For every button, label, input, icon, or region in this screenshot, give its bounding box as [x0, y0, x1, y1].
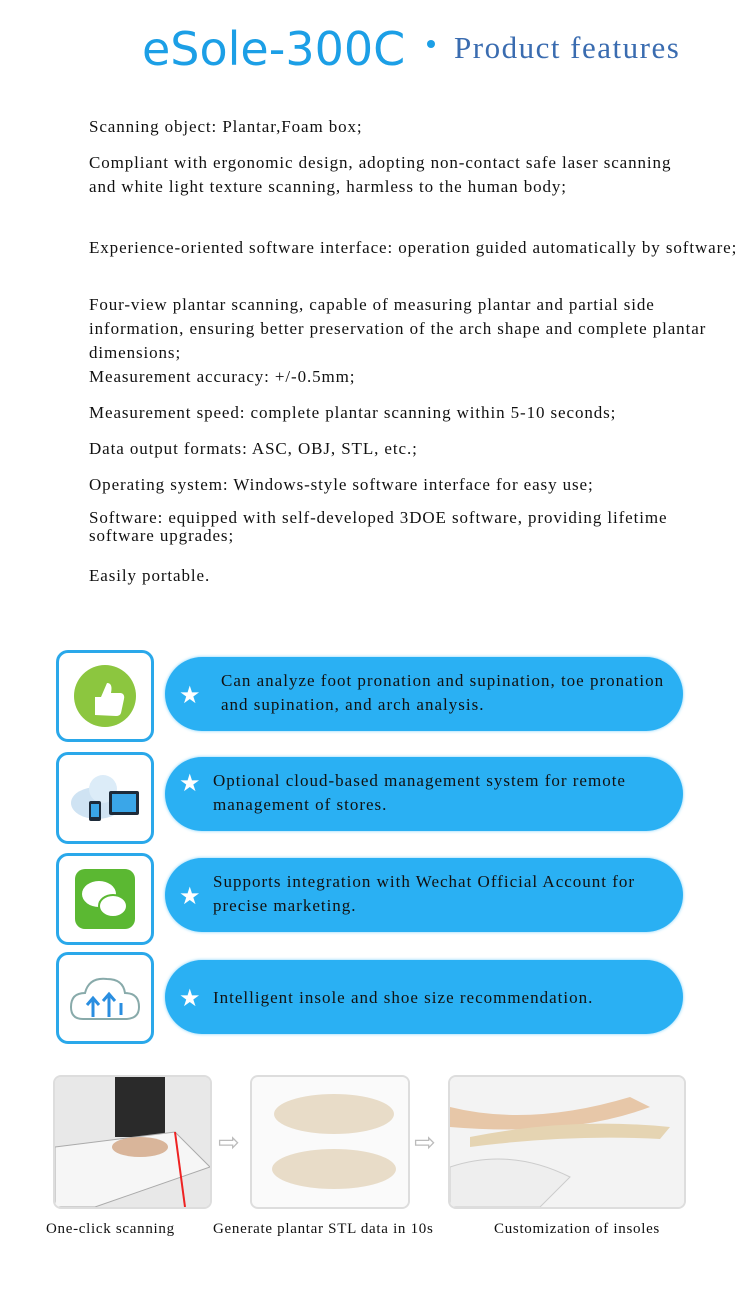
bullet-dot	[427, 40, 435, 48]
spec-item: Scanning object: Plantar,Foam box;	[89, 117, 363, 136]
spec-item: Compliant with ergonomic design, adopting non-contact safe laser scanning and white light texture scanning, harmless to the human body;	[89, 153, 672, 196]
scanner-photo	[53, 1075, 212, 1209]
star-icon: ★	[179, 882, 201, 910]
spec-item: Experience-oriented software interface: operation guided automatically by software;	[89, 238, 738, 257]
feature-pill	[165, 657, 683, 731]
star-icon: ★	[179, 984, 201, 1012]
spec-item: Measurement speed: complete plantar scanning within 5-10 seconds;	[89, 403, 617, 422]
feature-pill	[165, 858, 683, 932]
brand-title: eSole-300C	[142, 22, 406, 76]
star-icon: ★	[179, 769, 201, 797]
feature-text: Can analyze foot pronation and supination, toe pronation and supination, and arch analysis.	[221, 671, 665, 714]
feature-text: Intelligent insole and shoe size recommendation.	[213, 988, 594, 1007]
feature-text: Optional cloud-based management system for remote management of stores.	[213, 771, 626, 814]
spec-item: Software: equipped with self-developed 3DOE software, providing lifetime software upgrades;	[89, 508, 668, 545]
spec-item: Measurement accuracy: +/-0.5mm;	[89, 367, 356, 386]
insole-photo	[448, 1075, 686, 1209]
star-icon: ★	[179, 681, 201, 709]
step-caption: One-click scanning	[46, 1221, 175, 1237]
thumbs-up-icon	[56, 650, 154, 742]
cloud-upload-icon	[56, 952, 154, 1044]
cloud-devices-icon	[56, 752, 154, 844]
spec-item: Easily portable.	[89, 566, 211, 585]
step-caption: Customization of insoles	[494, 1221, 660, 1237]
arrow-right-icon: ⇨	[218, 1128, 240, 1158]
spec-item: Four-view plantar scanning, capable of measuring plantar and partial side information, ensuring better preservation of the arch shape and complete plantar dimensions;	[89, 295, 707, 362]
feature-text: Supports integration with Wechat Official Account for precise marketing.	[213, 872, 636, 915]
feature-pill	[165, 960, 683, 1034]
arrow-right-icon: ⇨	[414, 1128, 436, 1158]
section-title: Product features	[454, 30, 681, 65]
step-caption: Generate plantar STL data in 10s	[213, 1221, 434, 1237]
spec-item: Data output formats: ASC, OBJ, STL, etc.;	[89, 439, 418, 458]
wechat-icon	[56, 853, 154, 945]
feature-pill	[165, 757, 683, 831]
plantar-scan-photo	[250, 1075, 410, 1209]
spec-item: Operating system: Windows-style software interface for easy use;	[89, 475, 594, 494]
